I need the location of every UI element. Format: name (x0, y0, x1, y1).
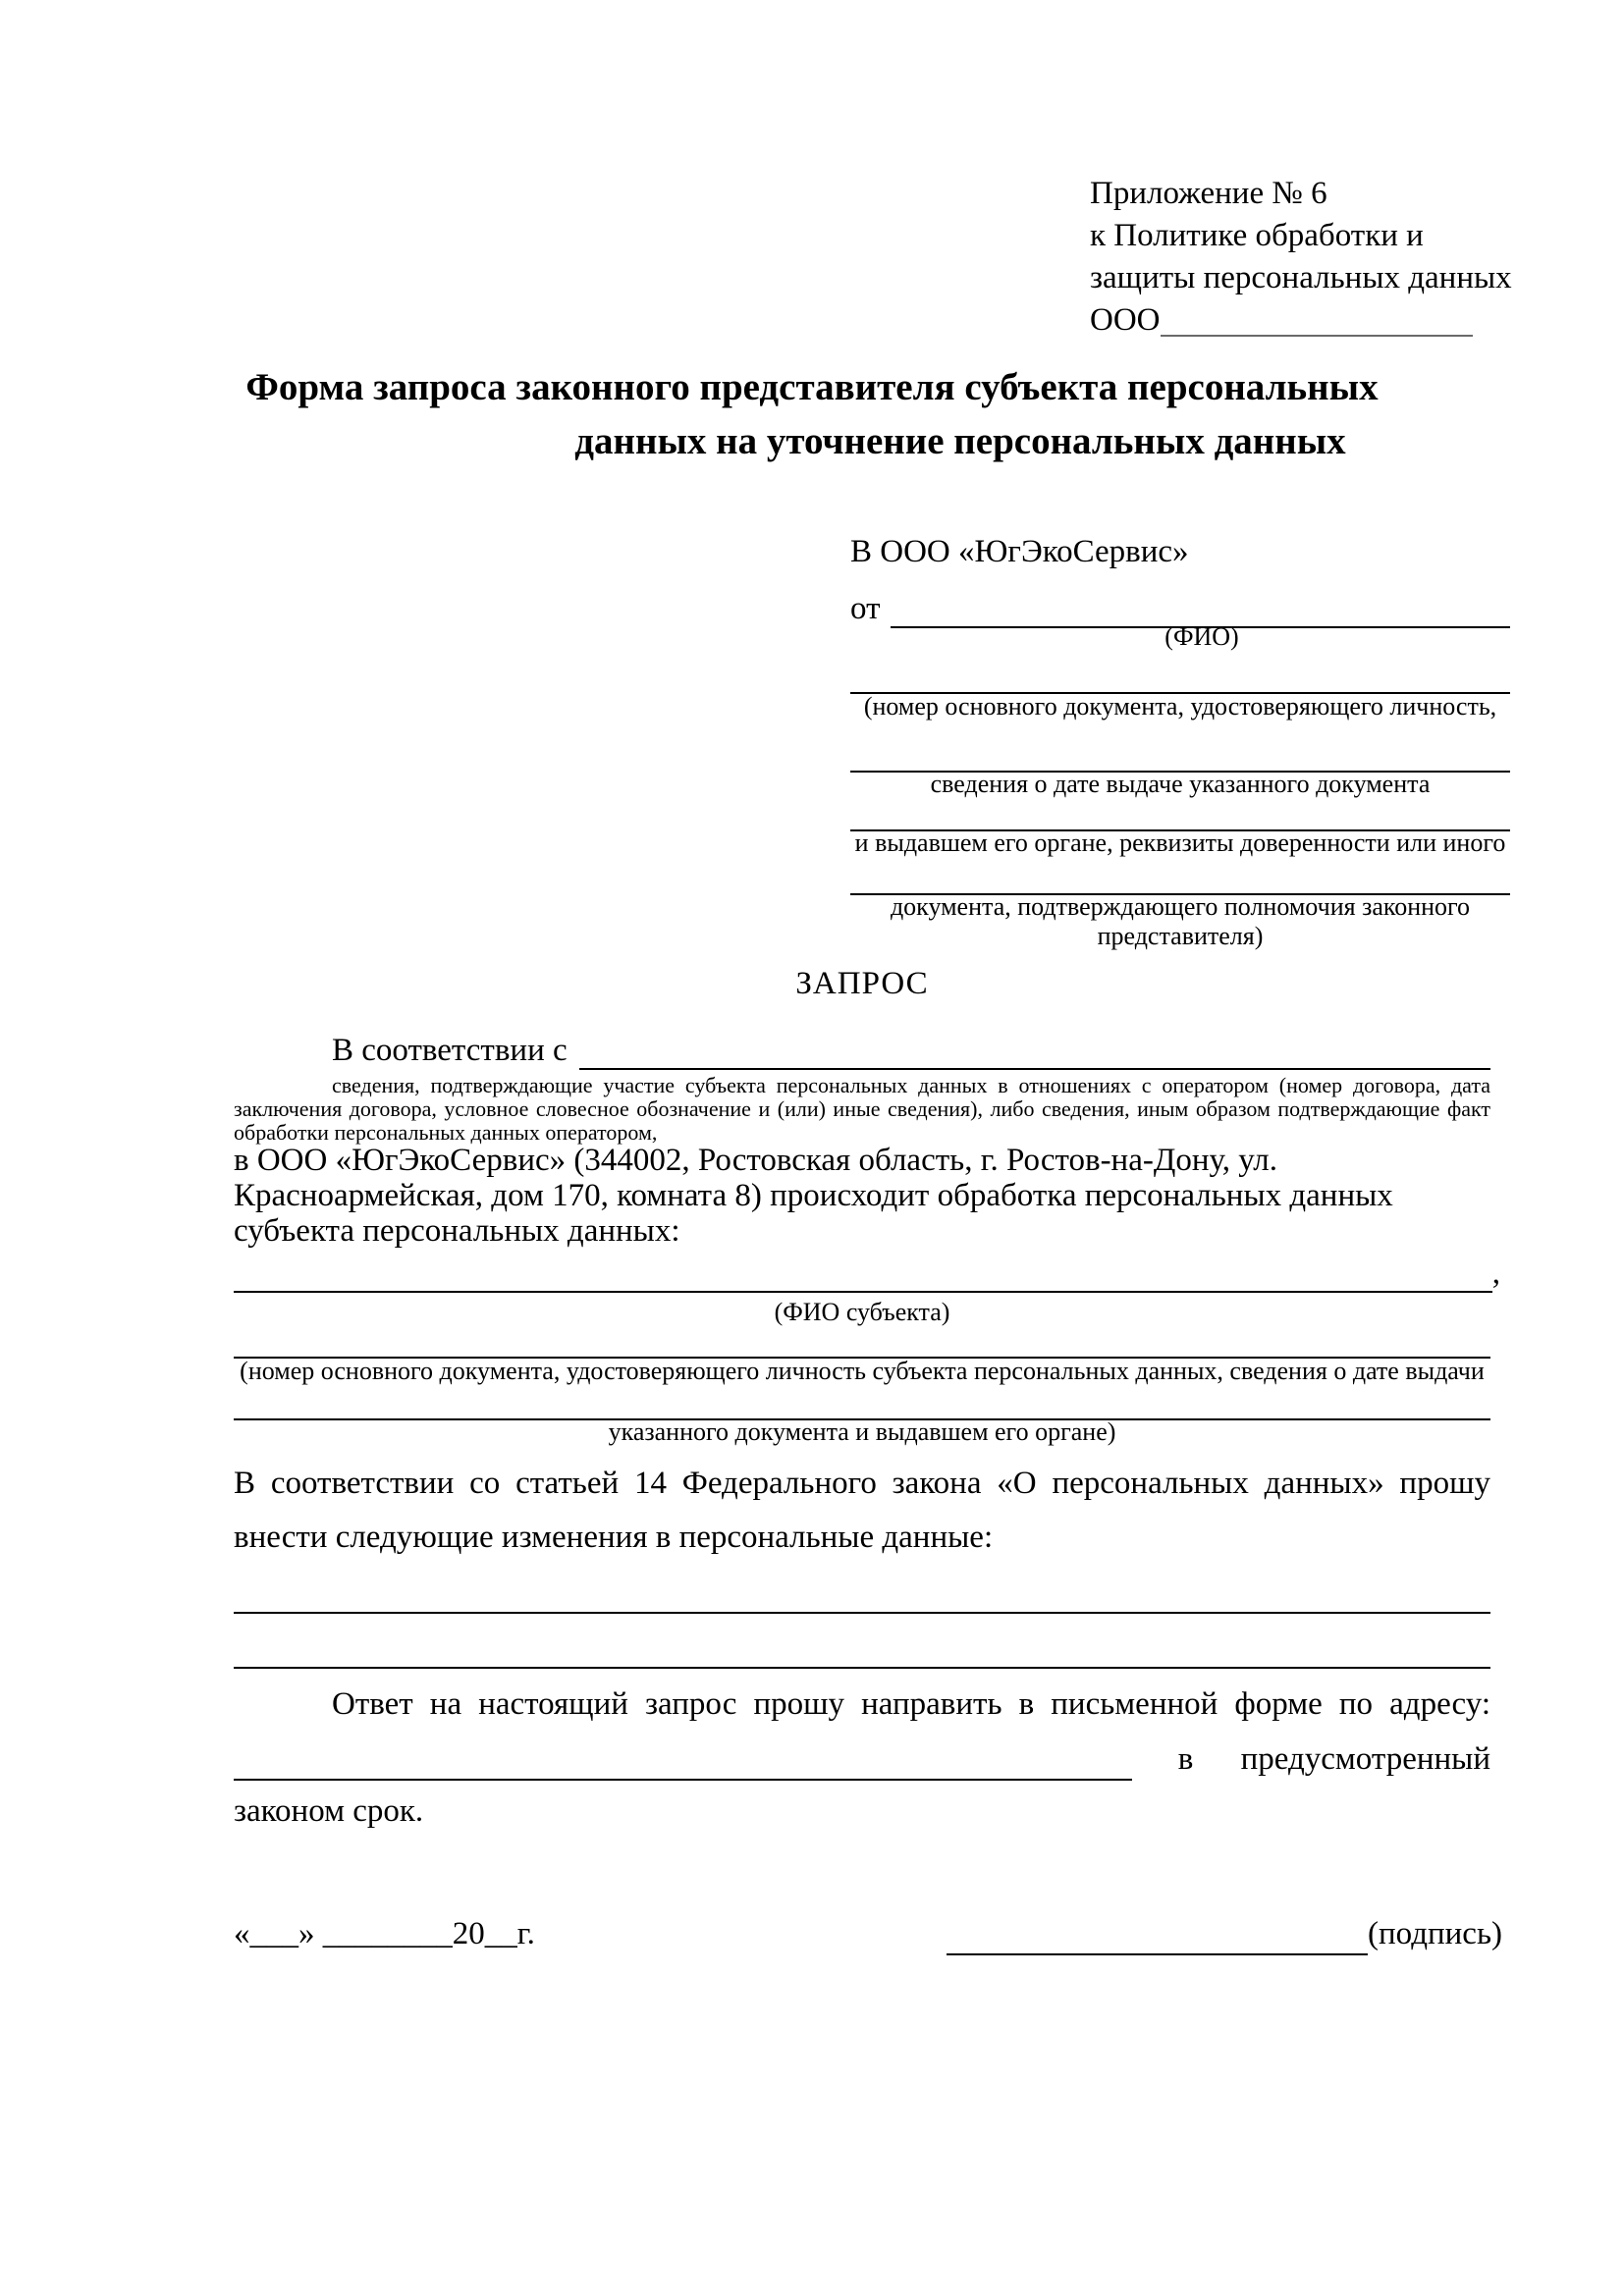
document-number-caption: (номер основного документа, удостоверяющего личность, (863, 692, 1497, 721)
appendix-block (1090, 173, 1512, 342)
operator-paragraph (234, 1143, 1492, 1249)
document-title-line-1: Форма запроса законного представителя субъекта персональных (245, 366, 1379, 408)
accordance-caption-line: обработки персональных данных оператором, (234, 1120, 658, 1145)
appendix-ooo-label: ООО (1090, 302, 1161, 338)
authority-document-caption: документа, подтверждающего полномочия законного представителя) (890, 892, 1471, 950)
appendix-line: к Политике обработки и (1090, 218, 1424, 253)
date-line: «___» ________20__г. (234, 1916, 535, 1951)
changes-blank-2 (234, 1628, 1490, 1669)
subject-fio-row (234, 1254, 1500, 1293)
accordance-row (332, 1031, 1490, 1070)
changes-blank-1 (234, 1573, 1490, 1614)
subject-document-caption-2: указанного документа и выдавшем его органе) (608, 1417, 1116, 1446)
accordance-caption (234, 1074, 1490, 1145)
footer-row (234, 1914, 1502, 1953)
response-paragraph-line-1: Ответ на настоящий запрос прошу направить в письменной форме по адресу: (332, 1686, 1490, 1722)
subject-document-blank (234, 1317, 1490, 1359)
issuing-authority-blank (850, 790, 1510, 831)
issuing-authority-caption: и выдавшем его органе, реквизиты доверенности или иного (854, 828, 1506, 857)
response-address-blank (234, 1739, 1132, 1781)
accordance-blank (579, 1031, 1490, 1070)
subject-document-blank-2 (234, 1379, 1490, 1420)
response-paragraph-line-2: в предусмотренный (1177, 1741, 1490, 1777)
subject-fio-caption: (ФИО субъекта) (774, 1298, 950, 1326)
document-number-blank (850, 653, 1510, 694)
appendix-line: Приложение № 6 (1090, 176, 1327, 211)
footer-spacer (535, 1914, 947, 1953)
subject-fio-comma: , (1491, 1255, 1500, 1291)
response-paragraph-line-3: законом срок. (234, 1793, 424, 1829)
article-paragraph-line: внести следующие изменения в персональные данные: (234, 1520, 994, 1555)
accordance-caption-line: заключения договора, условное словесное обозначение и (или) иные сведения), либо сведения, иным образом подтверждающие факт (234, 1096, 1490, 1121)
subject-fio-blank (234, 1254, 1492, 1293)
from-label: от (850, 591, 881, 626)
accordance-label: В соответствии с (332, 1033, 568, 1068)
appendix-ooo-line (1090, 299, 1512, 342)
signature-blank (947, 1914, 1368, 1955)
company-name-blank (1161, 299, 1473, 337)
accordance-caption-line: сведения, подтверждающие участие субъекта персональных данных в отношениях с оператором (номер договора, дата (332, 1073, 1490, 1097)
operator-paragraph-line: субъекта персональных данных: (234, 1213, 680, 1249)
fio-caption: (ФИО) (1164, 622, 1239, 651)
authority-document-blank (850, 854, 1510, 895)
response-address-row (234, 1739, 1490, 1779)
issue-date-blank (850, 731, 1510, 773)
request-heading: ЗАПРОС (795, 966, 929, 1001)
operator-paragraph-line: Красноармейская, дом 170, комната 8) происходит обработка персональных данных (234, 1178, 1393, 1213)
issue-date-caption: сведения о дате выдаче указанного документа (930, 770, 1431, 798)
operator-paragraph-line: в ООО «ЮгЭкоСервис» (344002, Ростовская область, г. Ростов-на-Дону, ул. (234, 1143, 1277, 1178)
article-paragraph-line: В соответствии со статьей 14 Федерального закона «О персональных данных» прошу (234, 1466, 1490, 1501)
addressee-company: В ООО «ЮгЭкоСервис» (850, 534, 1189, 569)
signature-caption: (подпись) (1368, 1916, 1502, 1951)
subject-document-caption-1: (номер основного документа, удостоверяющего личность субъекта персональных данных, сведения о дате выдачи (240, 1357, 1485, 1385)
document-title-line-2: данных на уточнение персональных данных (574, 420, 1346, 462)
appendix-line: защиты персональных данных (1090, 260, 1512, 295)
article-paragraph (234, 1457, 1490, 1565)
